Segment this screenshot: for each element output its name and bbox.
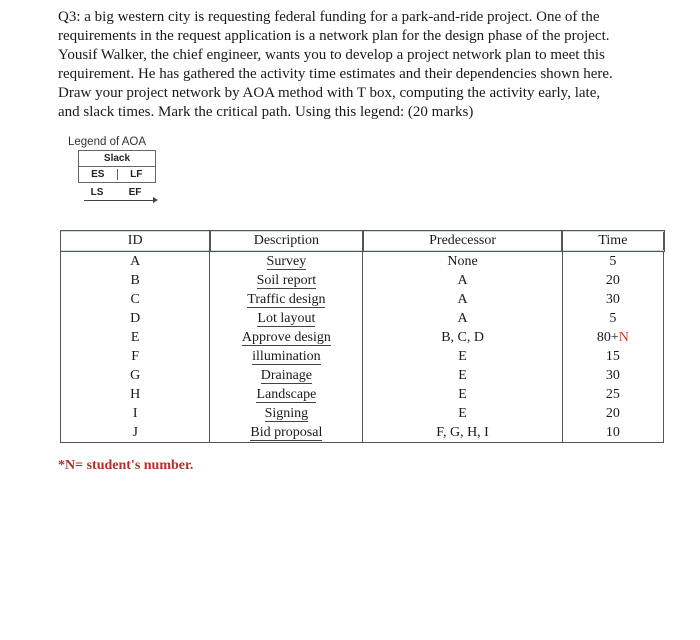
table-row [61, 290, 664, 309]
cell-id: B [61, 271, 210, 290]
cell-time: 15 [562, 347, 663, 366]
cell-predecessor: E [363, 385, 562, 404]
cell-description: illumination [210, 347, 363, 366]
table-row [61, 309, 664, 328]
cell-description: Bid proposal [210, 423, 363, 443]
question-line: and slack times. Mark the critical path. Using this legend: (20 marks) [58, 104, 474, 120]
cell-id: A [61, 251, 210, 271]
table-row [61, 251, 664, 271]
cell-predecessor: None [363, 251, 562, 271]
question-line: Q3: a big western city is requesting federal funding for a park-and-ride project. One of the [58, 9, 600, 25]
cell-predecessor: E [363, 347, 562, 366]
time-base: 80+ [596, 329, 619, 345]
legend-title: Legend of AOA [68, 136, 147, 148]
cell-time: 30 [562, 366, 663, 385]
question-line: requirement. He has gathered the activity time estimates and their dependencies shown here. [58, 66, 613, 82]
legend-tbox [78, 150, 156, 201]
legend-ls-ef-row [78, 183, 156, 201]
cell-predecessor: F, G, H, I [363, 423, 562, 443]
legend-ef: EF [128, 186, 142, 198]
cell-id: E [61, 328, 210, 347]
legend-lf: LF [130, 169, 143, 180]
cell-predecessor: E [363, 366, 562, 385]
time-variable-n: N [618, 329, 629, 345]
cell-predecessor: E [363, 404, 562, 423]
cell-description: Signing [210, 404, 363, 423]
cell-time: 20 [562, 404, 663, 423]
cell-description: Survey [210, 251, 363, 271]
table-row [61, 385, 664, 404]
cell-time: 5 [562, 309, 663, 328]
table-row [61, 271, 664, 290]
table-row [61, 423, 664, 443]
cell-time [562, 328, 663, 347]
cell-id: G [61, 366, 210, 385]
question-line: requirements in the request application is a network plan for the design phase of the project. [58, 28, 610, 44]
cell-predecessor: B, C, D [363, 328, 562, 347]
cell-predecessor: A [363, 309, 562, 328]
cell-id: J [61, 423, 210, 443]
activity-table [60, 230, 664, 443]
cell-time: 5 [562, 251, 663, 271]
header-description: Description [210, 231, 363, 251]
table-row [61, 328, 664, 347]
legend-ls: LS [90, 186, 104, 198]
legend-arrow-icon [84, 200, 154, 201]
cell-description: Approve design [210, 328, 363, 347]
cell-id: I [61, 404, 210, 423]
table-row [61, 347, 664, 366]
cell-description: Soil report [210, 271, 363, 290]
cell-time: 30 [562, 290, 663, 309]
cell-time: 20 [562, 271, 663, 290]
cell-id: C [61, 290, 210, 309]
legend-slack: Slack [78, 150, 156, 166]
question-text [58, 8, 658, 122]
cell-time: 25 [562, 385, 663, 404]
student-number-note: *N= student's number. [58, 458, 194, 473]
header-time: Time [562, 231, 663, 251]
table-row [61, 404, 664, 423]
question-line: Draw your project network by AOA method with T box, computing the activity early, late, [58, 85, 601, 101]
cell-description: Traffic design [210, 290, 363, 309]
cell-id: H [61, 385, 210, 404]
cell-id: F [61, 347, 210, 366]
cell-predecessor: A [363, 290, 562, 309]
question-line: Yousif Walker, the chief engineer, wants you to develop a project network plan to meet this [58, 47, 605, 63]
header-id: ID [61, 231, 210, 251]
table-row [61, 366, 664, 385]
cell-description: Landscape [210, 385, 363, 404]
cell-time: 10 [562, 423, 663, 443]
cell-id: D [61, 309, 210, 328]
table-header-row [61, 231, 664, 251]
legend-es-lf-row [78, 166, 156, 183]
header-predecessor: Predecessor [363, 231, 562, 251]
legend-es: ES [79, 169, 118, 180]
cell-description: Lot layout [210, 309, 363, 328]
cell-description: Drainage [210, 366, 363, 385]
cell-predecessor: A [363, 271, 562, 290]
